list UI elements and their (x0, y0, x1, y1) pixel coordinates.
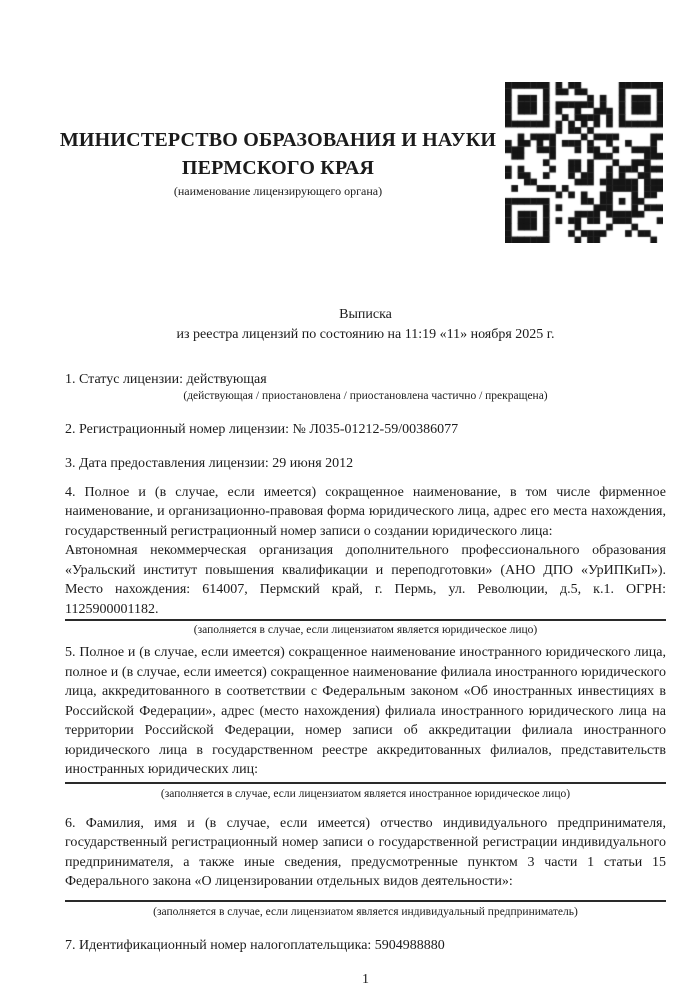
document-title (65, 305, 666, 345)
foreign-entity-fill-in-rule (65, 782, 666, 784)
section-legal-entity-value: Автономная некоммерческая организация дополнительного профессионального образования «Уральский институт повышения квалификации и переподготовки» (АНО ДПО «УрИПКиП»). Место нахождения: 614007, Пермский край, г. Пермь, ул. Революции, д.5, к.1. ОГРН: 1125900001182. (65, 543, 666, 617)
section-entrepreneur-caption: (заполняется в случае, если лицензиатом является индивидуальный предприниматель) (153, 905, 578, 918)
qr-code-icon (505, 82, 663, 243)
section-license-status: 1. Статус лицензии: действующая (65, 371, 267, 387)
section-entrepreneur-label: 6. Фамилия, имя и (в случае, если имеется) отчество индивидуального предпринимателя, государственный регистрационный номер записи о государственной регистрации индивидуального предпринимателя, а также иные сведения, предусмотренные пунктом 3 части 1 статьи 15 Федерального закона «О лицензировании отдельных видов деятельности»: (65, 815, 666, 890)
page-number: 1 (362, 971, 369, 987)
licensing-authority-header (58, 126, 498, 199)
entrepreneur-fill-in-rule (65, 900, 666, 902)
section-legal-entity-label: 4. Полное и (в случае, если имеется) сокращенное наименование, в том числе фирменное наименование, и организационно-правовая форма юридического лица, адрес его места нахождения, государственный регистрационный номер записи о создании юридического лица: (65, 484, 666, 539)
document-title-line1: Выписка (339, 307, 392, 322)
section-grant-date: 3. Дата предоставления лицензии: 29 июня 2012 (65, 456, 354, 472)
section-registration-number: 2. Регистрационный номер лицензии: № Л035-01212-59/00386077 (65, 422, 459, 438)
document-body (65, 305, 666, 990)
section-taxpayer-number: 7. Идентификационный номер налогоплательщика: 5904988880 (65, 937, 445, 953)
ministry-name-caption: (наименование лицензирующего органа) (173, 184, 383, 198)
section-foreign-entity-caption: (заполняется в случае, если лицензиатом является иностранное юридическое лицо) (160, 787, 571, 800)
legal-entity-fill-in-rule (65, 619, 666, 621)
document-title-line2: из реестра лицензий по состоянию на 11:19 «11» ноября 2025 г. (176, 326, 555, 342)
section-license-status-caption: (действующая / приостановлена / приостановлена частично / прекращена) (183, 390, 548, 403)
section-legal-entity-caption: (заполняется в случае, если лицензиатом является юридическое лицо) (193, 624, 538, 637)
section-foreign-entity-label: 5. Полное и (в случае, если имеется) сокращенное наименование иностранного юридического лица, полное и (в случае, если имеется) сокращенное наименование филиала иностранного юридического лица, аккредитованного в соответствии с Федеральным законом «Об иностранных инвестициях в Российской Федерации», адрес (место нахождения) филиала иностранного юридического лица на территории Российской Федерации, номер записи об аккредитации филиала иностранного юридического лица в государственном реестре аккредитованных филиалов, представительств иностранных юридических лиц: (65, 645, 666, 778)
ministry-name: МИНИСТЕРСТВО ОБРАЗОВАНИЯ И НАУКИ ПЕРМСКОГО КРАЯ (59, 129, 497, 179)
